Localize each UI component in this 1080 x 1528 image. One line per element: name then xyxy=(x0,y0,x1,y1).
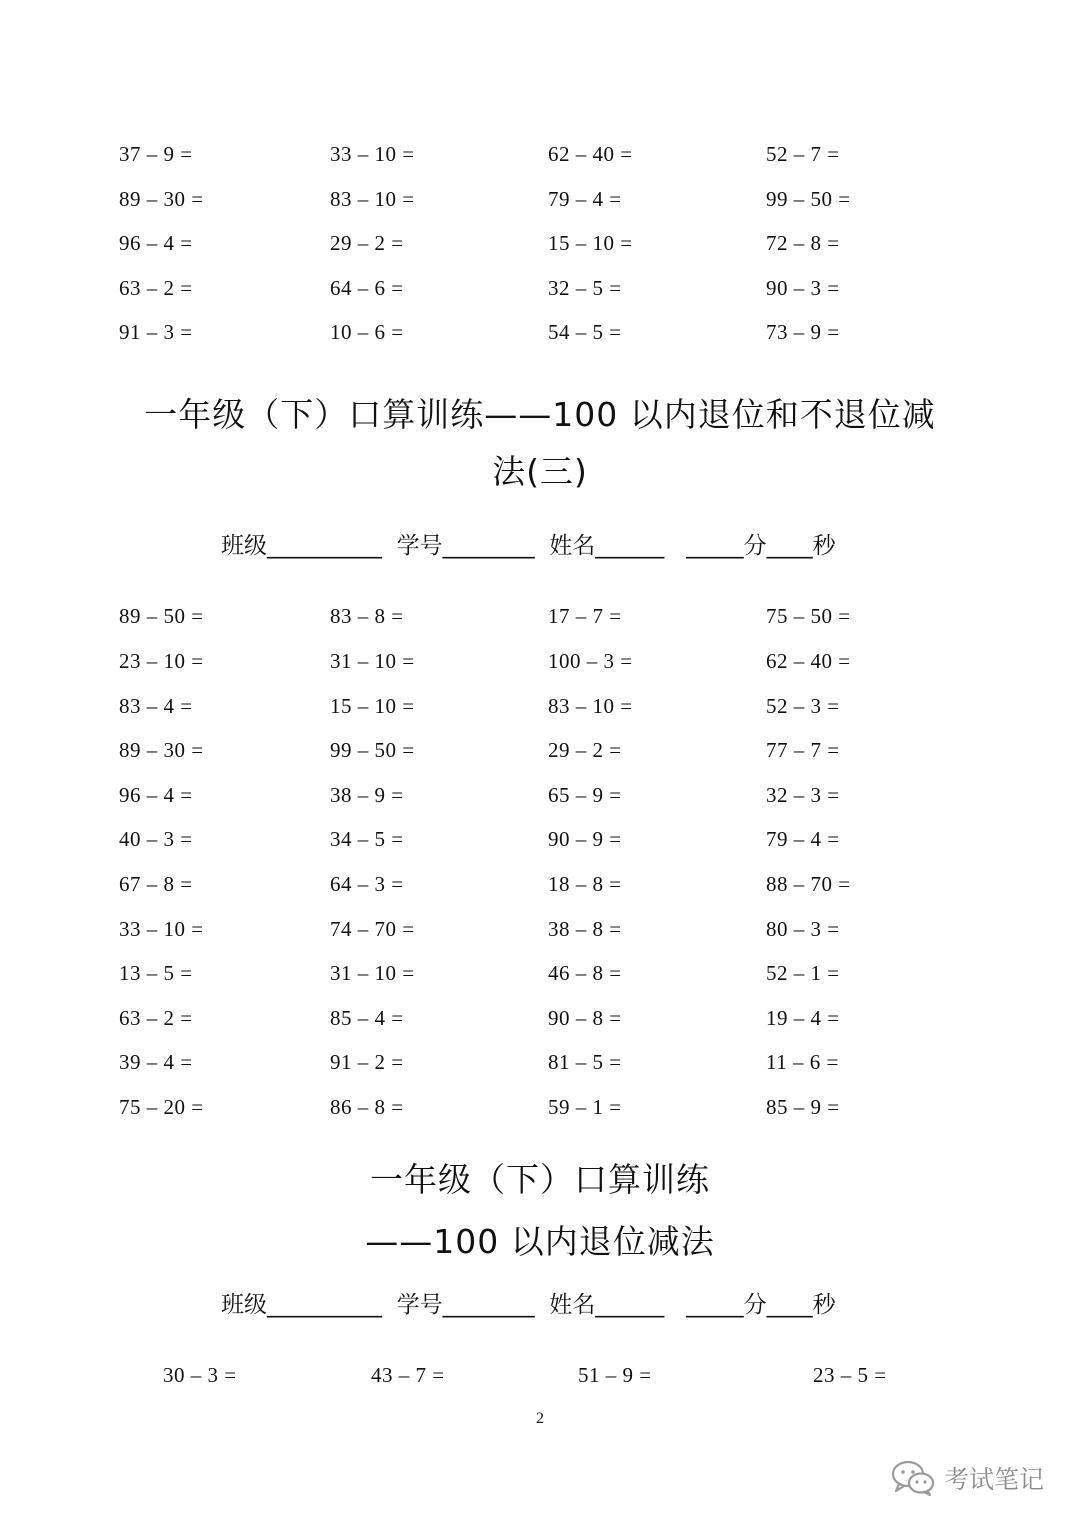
problem: 15 – 10 = xyxy=(330,694,415,718)
problem: 67 – 8 = xyxy=(119,872,193,896)
section-title-line-2: 法(三) xyxy=(492,452,588,491)
problem: 15 – 10 = xyxy=(548,231,633,255)
problem: 99 – 50 = xyxy=(330,738,415,762)
problem: 39 – 4 = xyxy=(119,1050,193,1074)
problem: 23 – 10 = xyxy=(119,649,204,673)
problem: 17 – 7 = xyxy=(548,604,622,628)
problem: 65 – 9 = xyxy=(548,783,622,807)
problem: 33 – 10 = xyxy=(119,917,204,941)
problem: 85 – 9 = xyxy=(766,1095,840,1119)
problem: 40 – 3 = xyxy=(119,827,193,851)
problem: 83 – 8 = xyxy=(330,604,404,628)
problem: 90 – 3 = xyxy=(766,276,840,300)
problem: 43 – 7 = xyxy=(371,1363,445,1387)
student-info-line: 班级__________ 学号________ 姓名______ _____分____秒 xyxy=(221,1292,836,1318)
page-number: 2 xyxy=(536,1410,544,1427)
problem: 79 – 4 = xyxy=(548,187,622,211)
problem: 31 – 10 = xyxy=(330,961,415,985)
problem: 33 – 10 = xyxy=(330,142,415,166)
problem: 73 – 9 = xyxy=(766,320,840,344)
problem: 86 – 8 = xyxy=(330,1095,404,1119)
problem: 54 – 5 = xyxy=(548,320,622,344)
problem: 23 – 5 = xyxy=(813,1363,887,1387)
problem: 85 – 4 = xyxy=(330,1006,404,1030)
section-title-line-1: 一年级（下）口算训练——100 以内退位和不退位减 xyxy=(144,395,936,434)
problem: 37 – 9 = xyxy=(119,142,193,166)
problem: 34 – 5 = xyxy=(330,827,404,851)
problem: 46 – 8 = xyxy=(548,961,622,985)
section-title-line-1: 一年级（下）口算训练 xyxy=(370,1160,710,1199)
problem: 29 – 2 = xyxy=(548,738,622,762)
problem: 83 – 10 = xyxy=(330,187,415,211)
problem: 19 – 4 = xyxy=(766,1006,840,1030)
problem: 29 – 2 = xyxy=(330,231,404,255)
problem: 96 – 4 = xyxy=(119,231,193,255)
problem: 63 – 2 = xyxy=(119,1006,193,1030)
problem: 79 – 4 = xyxy=(766,827,840,851)
problem: 96 – 4 = xyxy=(119,783,193,807)
problem: 75 – 50 = xyxy=(766,604,851,628)
problem: 62 – 40 = xyxy=(548,142,633,166)
problem: 91 – 2 = xyxy=(330,1050,404,1074)
problem: 77 – 7 = xyxy=(766,738,840,762)
problem: 38 – 9 = xyxy=(330,783,404,807)
problem: 64 – 3 = xyxy=(330,872,404,896)
problem: 30 – 3 = xyxy=(163,1363,237,1387)
problem: 59 – 1 = xyxy=(548,1095,622,1119)
problem: 72 – 8 = xyxy=(766,231,840,255)
problem: 88 – 70 = xyxy=(766,872,851,896)
problem: 10 – 6 = xyxy=(330,320,404,344)
problem: 81 – 5 = xyxy=(548,1050,622,1074)
problem: 83 – 10 = xyxy=(548,694,633,718)
watermark-text: 考试笔记 xyxy=(943,1465,1044,1494)
problem: 18 – 8 = xyxy=(548,872,622,896)
problem: 51 – 9 = xyxy=(578,1363,652,1387)
problem: 32 – 3 = xyxy=(766,783,840,807)
problem: 91 – 3 = xyxy=(119,320,193,344)
problem: 32 – 5 = xyxy=(548,276,622,300)
problem: 83 – 4 = xyxy=(119,694,193,718)
problem: 80 – 3 = xyxy=(766,917,840,941)
problem: 74 – 70 = xyxy=(330,917,415,941)
problem: 31 – 10 = xyxy=(330,649,415,673)
problem: 52 – 3 = xyxy=(766,694,840,718)
problem: 89 – 50 = xyxy=(119,604,204,628)
problem: 89 – 30 = xyxy=(119,187,204,211)
problem: 52 – 7 = xyxy=(766,142,840,166)
problem: 11 – 6 = xyxy=(766,1050,839,1074)
problem: 99 – 50 = xyxy=(766,187,851,211)
problem: 13 – 5 = xyxy=(119,961,193,985)
watermark xyxy=(890,1458,1044,1498)
problem: 63 – 2 = xyxy=(119,276,193,300)
wechat-icon xyxy=(890,1458,936,1498)
problem: 64 – 6 = xyxy=(330,276,404,300)
student-info-line: 班级__________ 学号________ 姓名______ _____分____秒 xyxy=(221,533,836,559)
problem: 100 – 3 = xyxy=(548,649,633,673)
problem: 52 – 1 = xyxy=(766,961,840,985)
problem: 90 – 9 = xyxy=(548,827,622,851)
problem: 89 – 30 = xyxy=(119,738,204,762)
problem: 75 – 20 = xyxy=(119,1095,204,1119)
problem: 62 – 40 = xyxy=(766,649,851,673)
problem: 38 – 8 = xyxy=(548,917,622,941)
section-title-line-2: ——100 以内退位减法 xyxy=(365,1222,715,1261)
problem: 90 – 8 = xyxy=(548,1006,622,1030)
